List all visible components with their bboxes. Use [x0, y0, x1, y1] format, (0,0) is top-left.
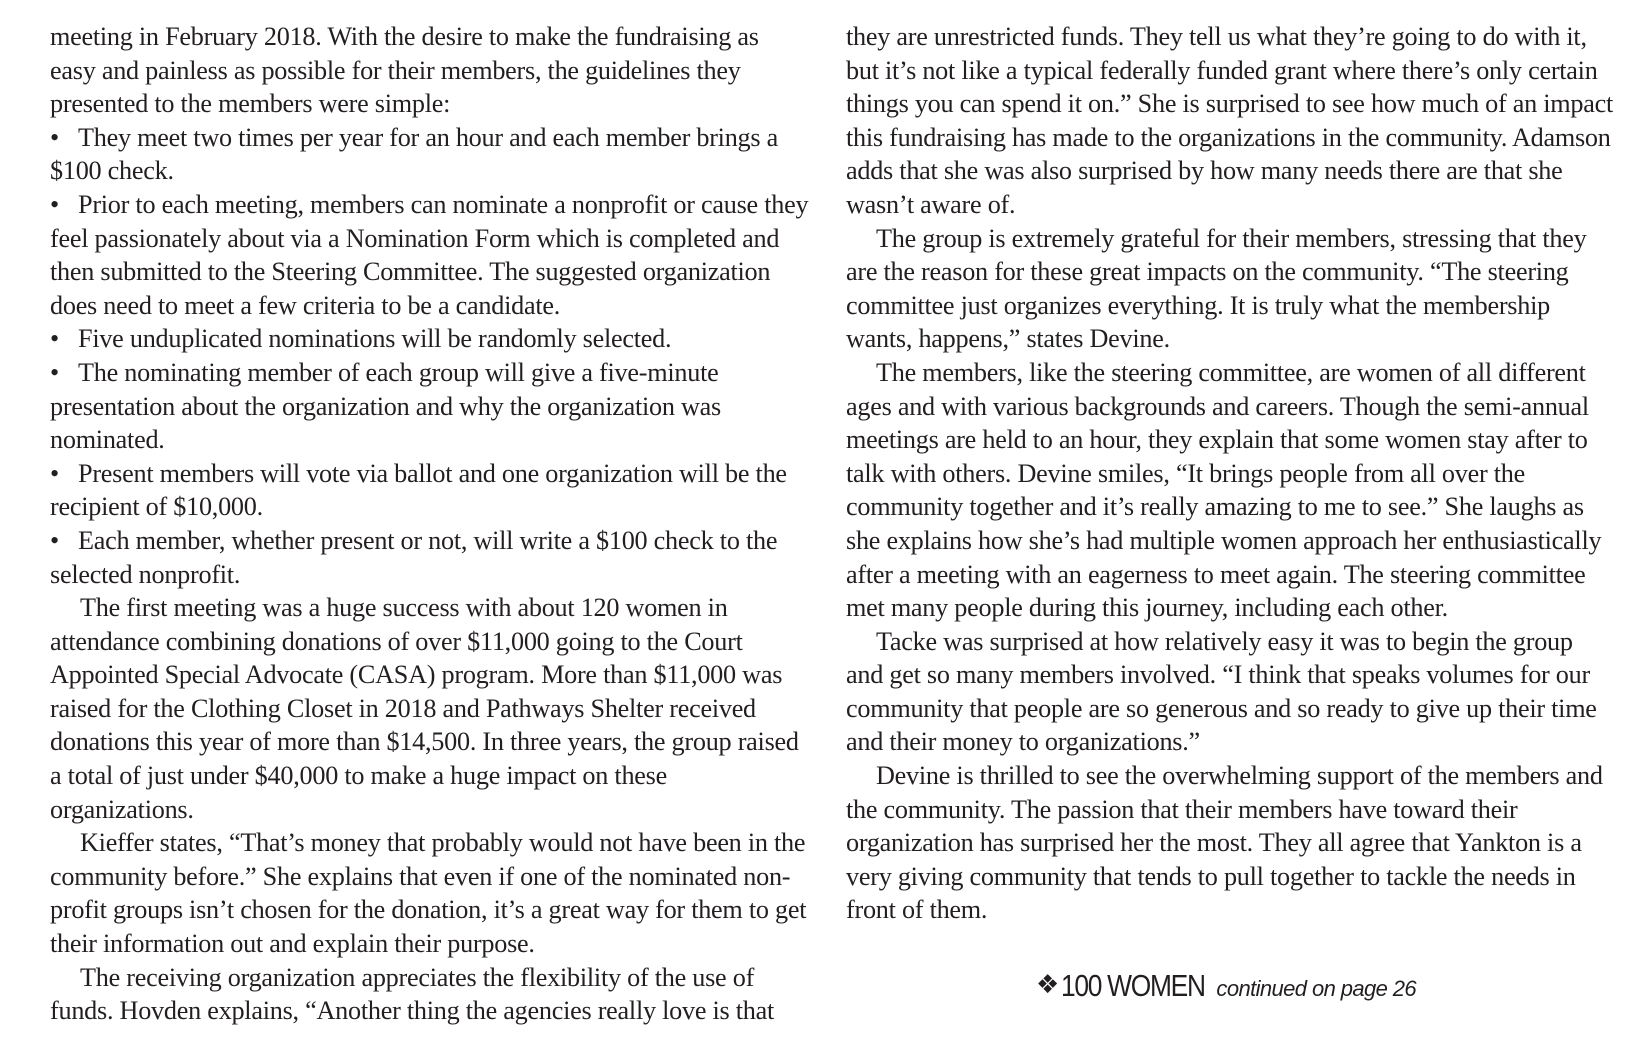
bullet-text: They meet two times per year for an hour and each member brings a $100 check. [50, 122, 778, 186]
guideline-bullet [50, 457, 810, 524]
intro-paragraph: meeting in February 2018. With the desire to make the fundraising as easy and painless as possible for their members, the guidelines they presented to the members were simple: [50, 22, 759, 119]
right-column [846, 20, 1616, 927]
bullet-text: Five unduplicated nominations will be randomly selected. [78, 324, 672, 354]
body-paragraph: The receiving organization appreciates the flexibility of the use of funds. Hovden explains, “Another thing the agencies really love is that [50, 962, 775, 1026]
section-kicker: 100 WOMEN [1061, 968, 1206, 1003]
continued-text: continued on page 26 [1216, 976, 1417, 1001]
guideline-bullet [50, 356, 810, 457]
body-paragraph: Devine is thrilled to see the overwhelming support of the members and the community. The passion that their members have toward their organization has surprised her the most. They all agree that Yankton is a very giving community that tends to pull together to tackle the needs in front of them. [846, 761, 1603, 925]
guideline-bullet [50, 322, 810, 356]
bullet-icon: • [50, 458, 59, 488]
body-paragraph: Tacke was surprised at how relatively easy it was to begin the group and get so many members involved. “I think that speaks volumes for our community that people are so generous and so ready to give up their time and their money to organizations.” [846, 626, 1597, 757]
bullet-text: Each member, whether present or not, will write a $100 check to the selected nonprofit. [50, 525, 778, 589]
bullet-text: The nominating member of each group will give a five-minute presentation about the organization and why the organization was nominated. [50, 357, 721, 455]
bullet-icon: • [50, 189, 59, 219]
body-paragraph: The first meeting was a huge success with about 120 women in attendance combining donations of over $11,000 going to the Court Appointed Special Advocate (CASA) program. More than $11,000 was raised for the Clothing Closet in 2018 and Pathways Shelter received donations this year of more than $14,500. In three years, the group raised a total of just under $40,000 to make a huge impact on these organizations. [50, 593, 799, 824]
bullet-text: Present members will vote via ballot and one organization will be the recipient of $10,000. [50, 458, 787, 522]
diamond-ornament-icon: ❖ [1036, 969, 1060, 999]
body-paragraph: Kieffer states, “That’s money that probably would not have been in the community before.” She explains that even if one of the nominated non-profit groups isn’t chosen for the donation, it’s a great way for them to get their information out and explain their purpose. [50, 828, 807, 959]
left-column [50, 20, 810, 1028]
guideline-bullet [50, 188, 810, 322]
bullet-icon: • [50, 324, 59, 354]
body-paragraph: The group is extremely grateful for their members, stressing that they are the reason for these great impacts on the community. “The steering committee just organizes everything. It is truly what the membership wants, happens,” states Devine. [846, 223, 1587, 354]
body-paragraph: they are unrestricted funds. They tell us what they’re going to do with it, but it’s not like a typical federally funded grant where there’s only certain things you can spend it on.” She is surprised to see how much of an impact this fundraising has made to the organizations in the community. Adamson adds that she was also surprised by how many needs there are that she wasn’t aware of. [846, 22, 1613, 219]
bullet-icon: • [50, 357, 59, 387]
bullet-icon: • [50, 525, 59, 555]
body-paragraph: The members, like the steering committee, are women of all different ages and with various backgrounds and careers. Though the semi-annual meetings are held to an hour, they explain that some women stay after to talk with others. Devine smiles, “It brings people from all over the community together and it’s really amazing to me to see.” She laughs as she explains how she’s had multiple women approach her enthusiastically after a meeting with an eagerness to meet again. The steering committee met many people during this journey, including each other. [846, 357, 1602, 623]
continued-line [1036, 968, 1416, 1004]
guideline-bullet [50, 524, 810, 591]
guideline-bullet [50, 121, 810, 188]
bullet-icon: • [50, 122, 59, 152]
bullet-text: Prior to each meeting, members can nominate a nonprofit or cause they feel passionately about via a Nomination Form which is completed and then submitted to the Steering Committee. The suggested organization does need to meet a few criteria to be a candidate. [50, 189, 809, 320]
